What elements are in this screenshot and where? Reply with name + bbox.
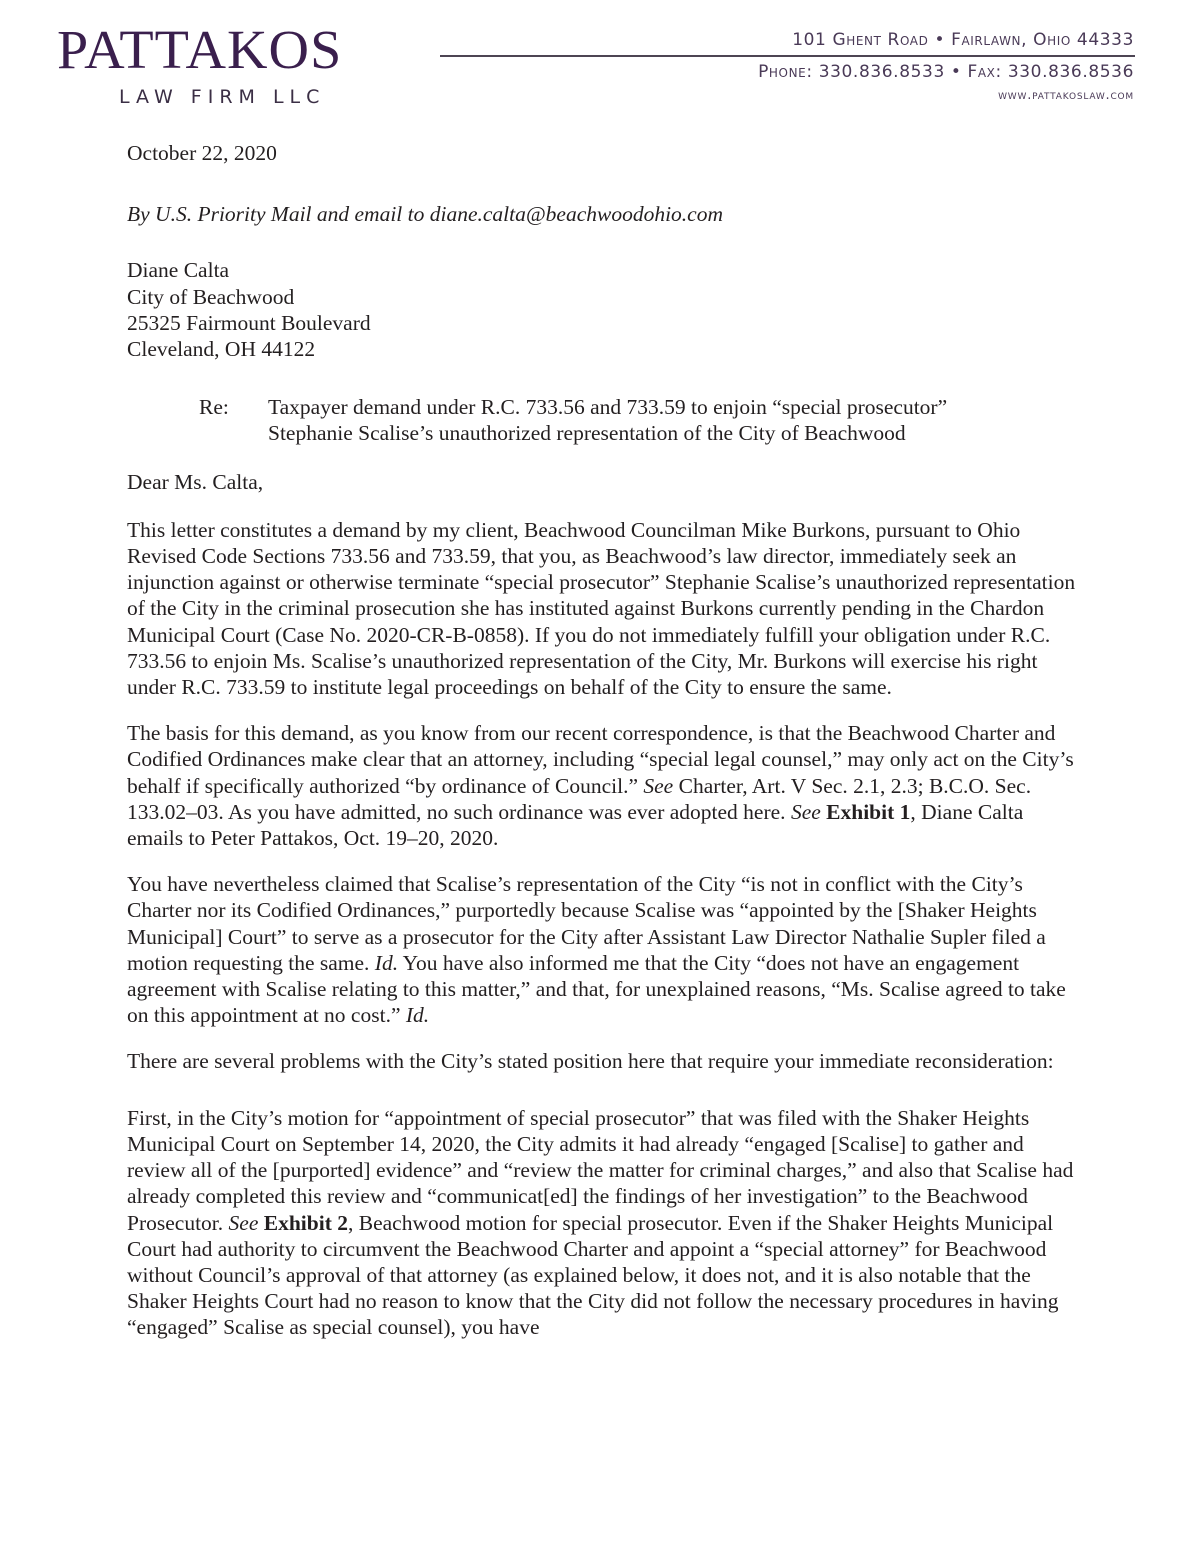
paragraph-4: There are several problems with the City’s stated position here that require your immediate reconsideration: [127,1049,1054,1074]
p5-see: See [228,1210,259,1235]
p5-text-b: , Beachwood motion for special prosecutor. Even if the Shaker Heights Municipal Court had authority to circumvent the Beachwood Charter and appoint a “special attorney” for Beachwood without Council’s approval of that attorney (as explained below, it does not, and it is also notable that the Shaker Heights Court had no reason to know that the City did not follow the necessary procedures in having “engaged” Scalise as special counsel), you have [127,1210,1059,1340]
exhibit-1-ref: Exhibit 1 [820,799,911,824]
delivery-method: By U.S. Priority Mail and email to diane.calta@beachwoodohio.com [127,202,724,227]
exhibit-2-ref: Exhibit 2 [258,1210,348,1235]
re-line [199,394,1077,446]
paragraph-1: This letter constitutes a demand by my client, Beachwood Councilman Mike Burkons, pursuant to Ohio Revised Code Sections 733.56 and 733.59, that you, as Beachwood’s law director, immediately seek an injunction against or otherwise terminate “special prosecutor” Stephanie Scalise’s unauthorized representation of the City in the criminal prosecution she has instituted against Burkons currently pending in the Chardon Municipal Court (Case No. 2020-CR-B-0858). If you do not immediately fulfill your obligation under R.C. 733.56 to enjoin Ms. Scalise’s unauthorized representation of the City, Mr. Burkons will exercise his right under R.C. 733.59 to institute legal proceedings on behalf of the City to ensure the same. [127,517,1076,700]
recipient-name: Diane Calta [127,258,230,283]
p3-id-1: Id. [374,950,399,975]
firm-website[interactable]: www.pattakoslaw.com [998,88,1134,103]
p2-see-1: See [643,773,674,798]
re-label: Re: [199,395,229,420]
paragraph-5 [127,1105,1077,1341]
p2-text-b: Charter, Art. V Sec. 2.1, 2.3; B.C.O. Sec. 133.02–03. As you have admitted, no such ordinance was ever adopted here. [127,773,1032,824]
paragraph-3 [127,871,1077,1028]
p3-text-b: You have also informed me that the City “does not have an engagement agreement with Scalise relating to this matter,” and that, for unexplained reasons, “Ms. Scalise agreed to take on this appointment at no cost.” [127,950,1066,1028]
salutation: Dear Ms. Calta, [127,469,264,494]
re-subject-line-1: Taxpayer demand under R.C. 733.56 and 733.59 to enjoin “special prosecutor” [268,395,948,420]
re-subject-line-2: Stephanie Scalise’s unauthorized representation of the City of Beachwood [268,421,906,446]
p2-see-2: See [790,799,821,824]
letter-body [127,140,1077,1361]
recipient-org: City of Beachwood [127,284,295,309]
firm-name: PATTAKOS [57,19,343,80]
letter-date: October 22, 2020 [127,141,277,165]
p5-text-a: First, in the City’s motion for “appointment of special prosecutor” that was filed with the Shaker Heights Municipal Court on September 14, 2020, the City admits it had already “engaged [Scalise] to gather and review all of the [purported] evidence” and “review the matter for criminal charges,” and also that Scalise had already completed this review and “communicat[ed] the findings of her investigation” to the Beachwood Prosecutor. [127,1105,1074,1235]
re-subject [268,394,947,446]
firm-subtitle: LAW FIRM LLC [119,86,326,108]
p3-text-a: You have nevertheless claimed that Scalise’s representation of the City “is not in conflict with the City’s Charter nor its Codified Ordinances,” purportedly because Scalise was “appointed by the [Shaker Heights Municipal] Court” to serve as a prosecutor for the City after Assistant Law Director Nathalie Supler filed a motion requesting the same. [127,872,1046,975]
p2-text-c: , Diane Calta emails to Peter Pattakos, Oct. 19–20, 2020. [127,799,1024,851]
recipient-street: 25325 Fairmount Boulevard [127,310,371,335]
recipient-address [127,257,1077,362]
firm-address: 101 Ghent Road • Fairlawn, Ohio 44333 [792,30,1134,50]
firm-logo [57,19,343,108]
recipient-city: Cleveland, OH 44122 [127,337,316,362]
firm-phone-fax: Phone: 330.836.8533 • Fax: 330.836.8536 [758,62,1134,82]
paragraph-2 [127,720,1077,851]
header-divider [440,55,1135,57]
p2-text-a: The basis for this demand, as you know from our recent correspondence, is that the Beachwood Charter and Codified Ordinances make clear that an attorney, including “special legal counsel,” may only act on the City’s behalf if specifically authorized “by ordinance of Council.” [127,721,1074,798]
p3-id-2: Id. [405,1003,430,1028]
